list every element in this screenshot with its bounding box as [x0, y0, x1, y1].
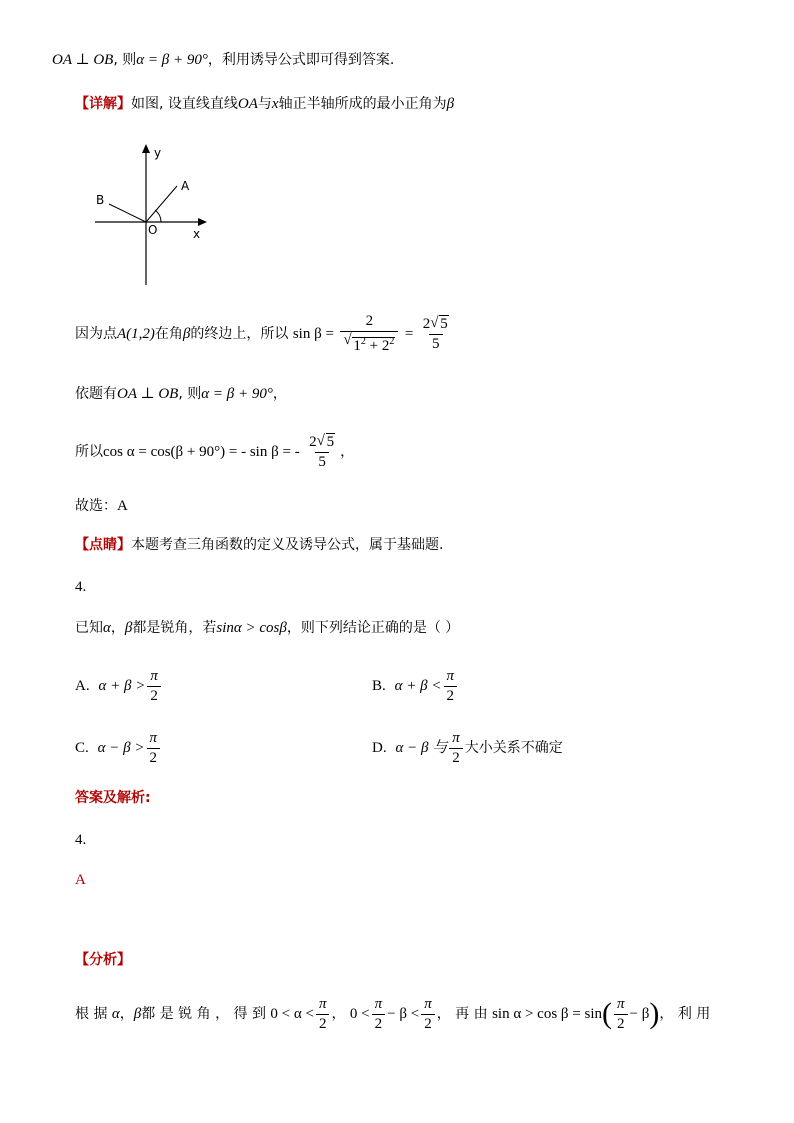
label-b: B: [96, 193, 105, 207]
fraction-result: $\frac{2√ 5}{5}$: [420, 316, 452, 353]
step2-line: 依题有OA ⊥ OB, 则α = β + 90°，: [75, 386, 287, 402]
comment-tag: 【点睛】: [75, 537, 131, 553]
coordinate-diagram: [85, 140, 225, 290]
label-o: O: [148, 223, 158, 237]
question-stem: 已知α，β都是锐角，若sinα > cosβ，则下列结论正确的是（ ）: [75, 620, 460, 636]
detail-tag: 【详解】: [75, 96, 131, 112]
choose-line: 故选：A: [75, 498, 128, 514]
angle-arc: [155, 210, 161, 222]
ray-ob: [109, 204, 146, 222]
answer-title: 答案及解析:: [75, 790, 151, 806]
option-d[interactable]: D. α − β 与 $\frac{\pi}{2}$ 大小关系不确定: [372, 729, 563, 766]
y-axis-arrow: [142, 144, 150, 153]
analysis-tag: 【分析】: [75, 952, 131, 968]
answer-value: A: [75, 872, 86, 888]
answer-number: 4.: [75, 832, 87, 848]
ray-oa: [146, 186, 177, 222]
x-axis-arrow: [198, 218, 207, 226]
fraction-neg-result: $\frac{2√ 5}{5}$: [306, 434, 338, 471]
label-a: A: [181, 179, 190, 193]
step3-line: 所以cos α = cos(β + 90°) = - sin β = - $\frac{2√ 5}{5}$ ，: [75, 430, 354, 474]
analysis-line: 根 据 α，β都 是 锐 角 ， 得 到 0 < α < $\frac{\pi}{2}$ ， 0 < $\frac{\pi}{2}$ − β < $\frac{\pi}{2}$ ， 再 由 sin α > cos β = sin( $\frac{\pi}{2}$ − β)， 利 用: [75, 995, 711, 1032]
label-y: y: [154, 146, 162, 160]
option-c[interactable]: C. α − β > $\frac{\pi}{2}$: [75, 726, 162, 770]
comment-line: 【点睛】本题考查三角函数的定义及诱导公式，属于基础题.: [75, 537, 444, 553]
fraction-sin-beta: 2 √ $1^2 + 2^2$: [340, 313, 398, 355]
step1-line: 因为点A(1,2)在角β的终边上，所以 sin β = 2 √ $1^2 + 2^2$ = $\frac{2√ 5}{5}$: [75, 312, 454, 356]
detail-line: 【详解】如图, 设直线直线OA与x轴正半轴所成的最小正角为β: [75, 96, 455, 112]
option-a[interactable]: A. α + β > $\frac{\pi}{2}$: [75, 664, 163, 708]
question-number: 4.: [75, 579, 87, 595]
intro-line: OA ⊥ OB, 则α = β + 90°，利用诱导公式即可得到答案.: [52, 52, 395, 68]
option-b[interactable]: B. α + β < $\frac{\pi}{2}$: [372, 664, 459, 708]
label-x: x: [193, 227, 201, 241]
